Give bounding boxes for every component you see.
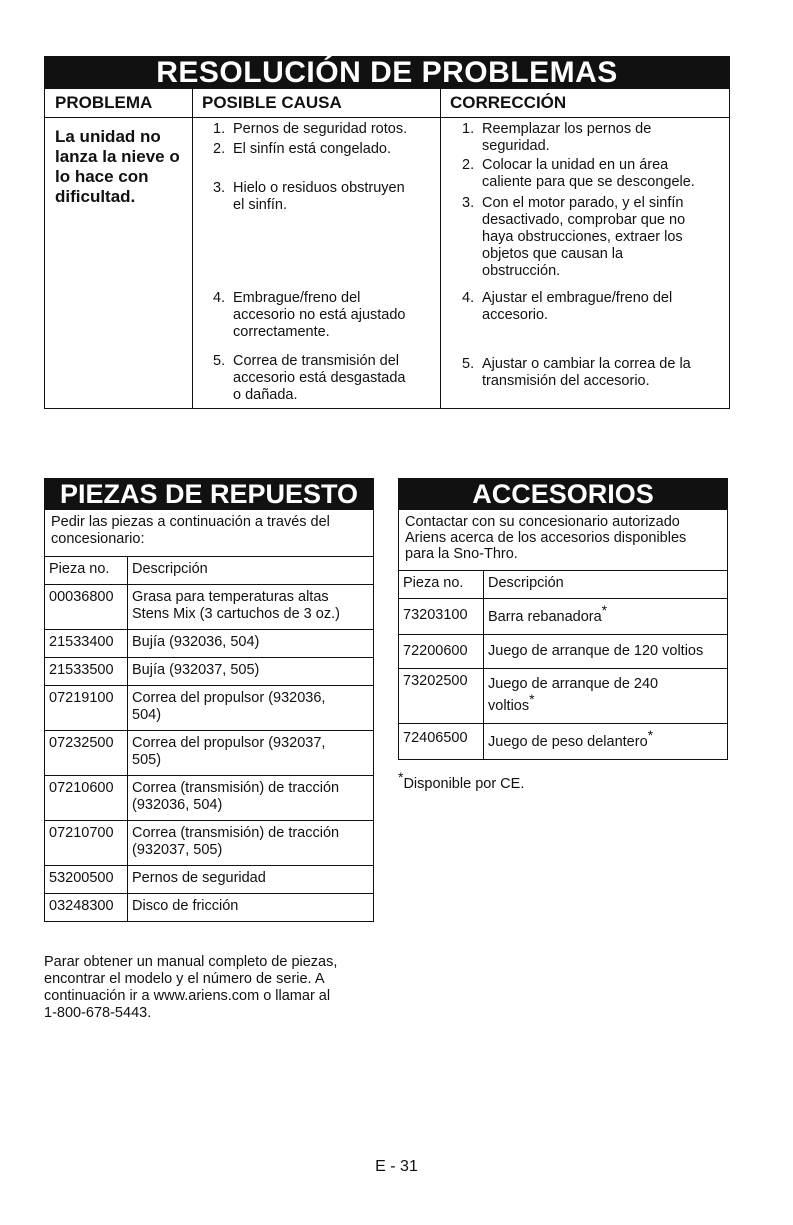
part-description: Bujía (932036, 504) <box>128 630 374 658</box>
part-number: 03248300 <box>45 894 128 922</box>
table-row <box>399 724 728 760</box>
table-row <box>399 635 728 669</box>
accessory-number: 73202500 <box>399 669 484 724</box>
table-row <box>45 630 374 658</box>
table-row <box>45 731 374 776</box>
accessory-description: Juego de peso delantero* <box>484 724 728 760</box>
column-divider <box>440 89 441 408</box>
part-number: 07232500 <box>45 731 128 776</box>
asterisk: * <box>398 769 404 785</box>
parts-section <box>44 478 374 922</box>
part-description: Bujía (932037, 505) <box>128 658 374 686</box>
part-number: 07219100 <box>45 686 128 731</box>
parts-intro: Pedir las piezas a continuación a través del concesionario: <box>44 510 374 556</box>
part-description: Disco de fricción <box>128 894 374 922</box>
troubleshooting-section <box>44 56 730 410</box>
asterisk: * <box>647 727 654 743</box>
correction-item: 2. Colocar la unidad en un área caliente para que se descongele. <box>462 157 695 190</box>
correction-item: 3. Con el motor parado, y el sinfín desactivado, comprobar que no haya obstrucciones, extraer los objetos que causan la obstrucción. <box>462 195 686 279</box>
problem-line: lo hace con <box>55 167 149 186</box>
table-row <box>45 894 374 922</box>
part-description: Grasa para temperaturas altas Stens Mix (3 cartuchos de 3 oz.) <box>128 585 374 630</box>
accessories-table <box>398 570 728 760</box>
header-description: Descripción <box>484 571 728 599</box>
part-description: Correa (transmisión) de tracción (932036, 504) <box>128 776 374 821</box>
part-description: Correa del propulsor (932037, 505) <box>128 731 374 776</box>
cause-item: 3. Hielo o residuos obstruyen el sinfín. <box>213 180 405 213</box>
header-problem: PROBLEMA <box>55 93 153 112</box>
table-row <box>45 776 374 821</box>
part-description: Pernos de seguridad <box>128 866 374 894</box>
page-number: E - 31 <box>375 1158 418 1175</box>
correction-item: 1. Reemplazar los pernos de seguridad. <box>462 121 652 154</box>
table-row <box>45 658 374 686</box>
part-description: Correa (transmisión) de tracción (932037, 505) <box>128 821 374 866</box>
problem-description <box>55 127 195 207</box>
correction-item: 4. Ajustar el embrague/freno del accesorio. <box>462 290 673 323</box>
problem-line: La unidad no <box>55 127 161 146</box>
table-row <box>45 686 374 731</box>
accessories-section <box>398 478 728 760</box>
troubleshooting-title: RESOLUCIÓN DE PROBLEMAS <box>44 56 730 89</box>
accessory-number: 72406500 <box>399 724 484 760</box>
cause-item: 5. Correa de transmisión del accesorio está desgastada o dañada. <box>213 353 406 403</box>
table-row <box>45 585 374 630</box>
parts-title: PIEZAS DE REPUESTO <box>44 478 374 510</box>
header-cause: POSIBLE CAUSA <box>202 93 342 112</box>
problem-line: dificultad. <box>55 187 136 206</box>
cause-item: 1. Pernos de seguridad rotos. <box>213 121 408 137</box>
troubleshooting-table <box>44 89 730 409</box>
accessory-description: Barra rebanadora* <box>484 599 728 635</box>
header-divider <box>45 117 729 118</box>
table-row <box>45 821 374 866</box>
accessories-footnote: *Disponible por CE. <box>398 769 525 792</box>
table-row <box>399 669 728 724</box>
problem-line: lanza la nieve o <box>55 147 180 166</box>
accessories-intro: Contactar con su concesionario autorizado Ariens acerca de los accesorios disponibles para la Sno-Thro. <box>398 510 728 570</box>
table-header-row <box>45 557 374 585</box>
cause-item: 4. Embrague/freno del accesorio no está ajustado correctamente. <box>213 290 406 340</box>
part-number: 53200500 <box>45 866 128 894</box>
table-row <box>399 599 728 635</box>
accessory-description: Juego de arranque de 120 voltios <box>484 635 728 669</box>
header-correction: CORRECCIÓN <box>450 93 567 112</box>
asterisk: * <box>529 691 535 707</box>
correction-item: 5. Ajustar o cambiar la correa de la transmisión del accesorio. <box>462 356 691 389</box>
cause-item: 2. El sinfín está congelado. <box>213 141 391 157</box>
accessory-description: Juego de arranque de 240 voltios* <box>484 669 728 724</box>
part-description: Correa del propulsor (932036, 504) <box>128 686 374 731</box>
part-number: 21533500 <box>45 658 128 686</box>
part-number: 07210700 <box>45 821 128 866</box>
parts-manual-note: Parar obtener un manual completo de piezas, encontrar el modelo y el número de serie. A continuación ir a www.ariens.com o llamar al 1-800-678-5443. <box>44 954 338 1021</box>
table-row <box>45 866 374 894</box>
accessory-number: 73203100 <box>399 599 484 635</box>
header-code: Pieza no. <box>399 571 484 599</box>
header-description: Descripción <box>128 557 374 585</box>
header-code: Pieza no. <box>45 557 128 585</box>
part-number: 21533400 <box>45 630 128 658</box>
accessories-title: ACCESORIOS <box>398 478 728 510</box>
accessory-number: 72200600 <box>399 635 484 669</box>
part-number: 07210600 <box>45 776 128 821</box>
part-number: 00036800 <box>45 585 128 630</box>
asterisk: * <box>601 602 608 618</box>
table-header-row <box>399 571 728 599</box>
parts-table <box>44 556 374 922</box>
